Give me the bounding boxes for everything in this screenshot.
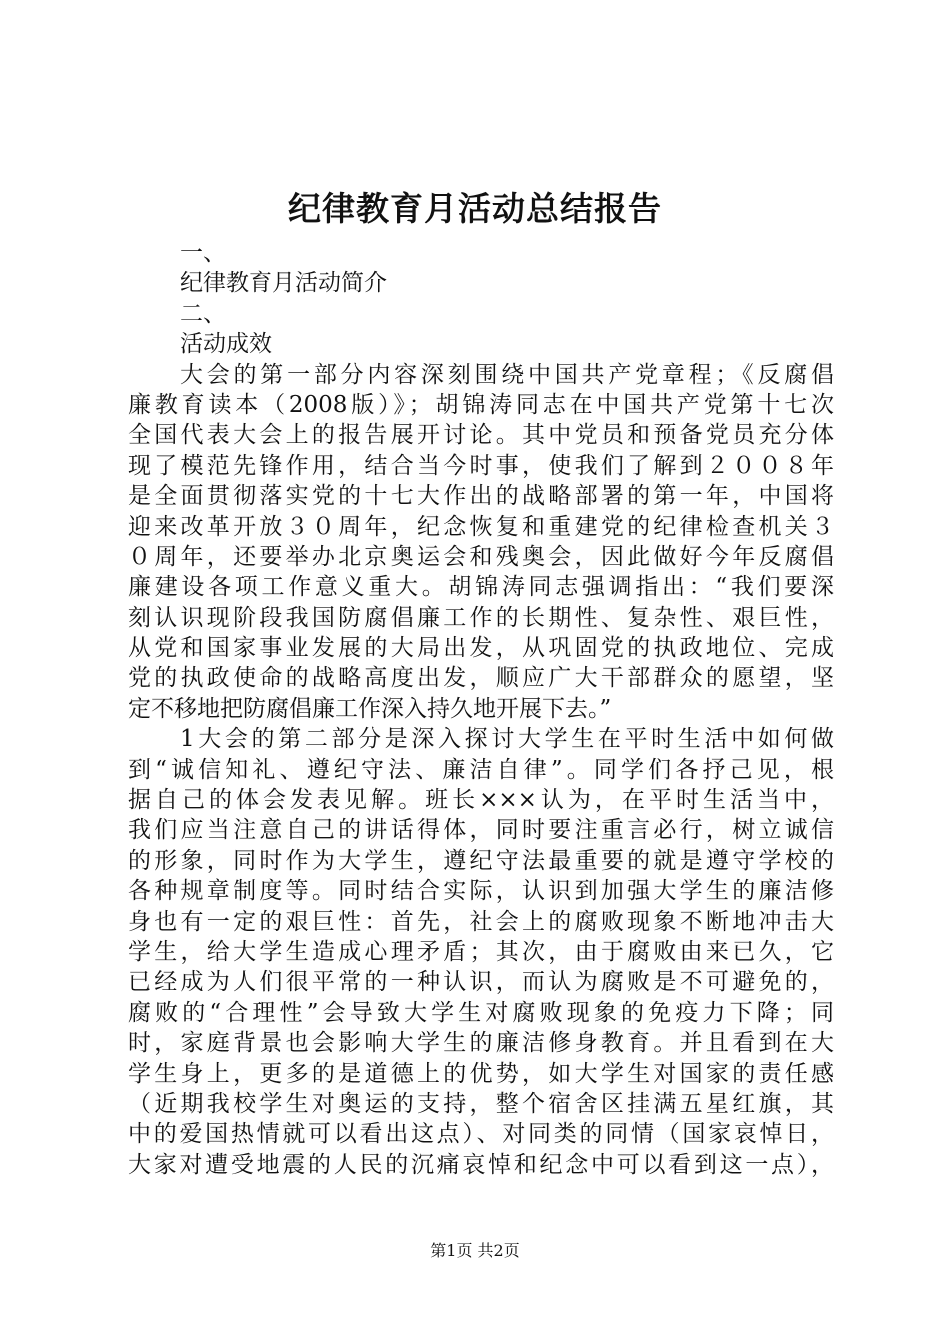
paragraph-line: 定不移地把防腐倡廉工作深入持久地开展下去。” (128, 695, 612, 722)
paragraph-line: 廉教育读本（2008版）》；胡锦涛同志在中国共产党第十七次 (128, 391, 834, 418)
heading-number-2: 二、 (180, 300, 226, 327)
heading-activity-results: 活动成效 (180, 331, 272, 358)
paragraph-line: 学生，给大学生造成心理矛盾；其次，由于腐败由来已久，它 (128, 938, 834, 965)
paragraph-line: 迎来改革开放３０周年，纪念恢复和重建党的纪律检查机关３ (128, 513, 834, 540)
paragraph-line: 廉建设各项工作意义重大。胡锦涛同志强调指出：“我们要深 (128, 574, 834, 601)
paragraph-line: 刻认识现阶段我国防腐倡廉工作的长期性、复杂性、艰巨性， (128, 604, 834, 631)
paragraph-line: 据自己的体会发表见解。班长×××认为，在平时生活当中， (128, 787, 834, 814)
paragraph-2 (128, 724, 834, 1180)
paragraph-line: 大会的第一部分内容深刻围绕中国共产党章程；《反腐倡 (180, 361, 834, 388)
paragraph-line: ０周年，还要举办北京奥运会和残奥会，因此做好今年反腐倡 (128, 543, 834, 570)
paragraph-line: 现了模范先锋作用，结合当今时事，使我们了解到２００８年 (128, 452, 834, 479)
paragraph-line: 从党和国家事业发展的大局出发，从巩固党的执政地位、完成 (128, 635, 834, 662)
paragraph-line: 学生身上，更多的是道德上的优势，如大学生对国家的责任感 (128, 1060, 834, 1087)
paragraph-line: （近期我校学生对奥运的支持，整个宿舍区挂满五星红旗，其 (128, 1090, 834, 1117)
heading-number-1: 一、 (180, 240, 226, 266)
paragraph-line: 党的执政使命的战略高度出发，顺应广大干部群众的愿望，坚 (128, 665, 834, 692)
paragraph-line: 的形象，同时作为大学生，遵纪守法最重要的就是遵守学校的 (128, 847, 834, 874)
paragraph-line: 时，家庭背景也会影响大学生的廉洁修身教育。并且看到在大 (128, 1030, 834, 1057)
paragraph-1 (128, 360, 834, 725)
document-title: 纪律教育月活动总结报告 (288, 189, 662, 228)
paragraph-line: 中的爱国热情就可以看出这点）、对同类的同情（国家哀悼日， (128, 1121, 834, 1148)
paragraph-line: 我们应当注意自己的讲话得体，同时要注重言必行，树立诚信 (128, 817, 834, 844)
paragraph-line: 是全面贯彻落实党的十七大作出的战略部署的第一年，中国将 (128, 483, 834, 510)
paragraph-line: 各种规章制度等。同时结合实际，认识到加强大学生的廉洁修 (128, 878, 834, 905)
page-footer: 第1页 共2页 (430, 1241, 520, 1260)
heading-activity-intro: 纪律教育月活动简介 (180, 270, 387, 297)
paragraph-line: 大家对遭受地震的人民的沉痛哀悼和纪念中可以看到这一点）， (128, 1151, 834, 1178)
paragraph-line: 已经成为人们很平常的一种认识，而认为腐败是不可避免的， (128, 969, 834, 996)
document-body (128, 238, 834, 1180)
paragraph-line: 全国代表大会上的报告展开讨论。其中党员和预备党员充分体 (128, 422, 834, 449)
paragraph-line: 腐败的“合理性”会导致大学生对腐败现象的免疫力下降；同 (128, 999, 834, 1026)
paragraph-line: 1大会的第二部分是深入探讨大学生在平时生活中如何做 (180, 726, 834, 753)
paragraph-line: 到“诚信知礼、遵纪守法、廉洁自律”。同学们各抒己见，根 (128, 756, 834, 783)
paragraph-line: 身也有一定的艰巨性：首先，社会上的腐败现象不断地冲击大 (128, 908, 834, 935)
